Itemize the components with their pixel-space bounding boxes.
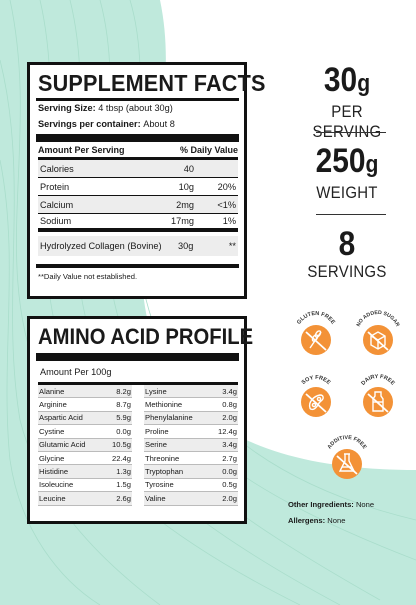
amino-acid-title: AMINO ACID PROFILE <box>38 324 254 349</box>
stat-servings: 8 SERVINGS <box>307 225 387 281</box>
amino-acid-grid <box>38 385 238 506</box>
amino-row: Lysine 3.4g <box>144 385 238 398</box>
svg-text:NO ADDED SUGAR: NO ADDED SUGAR <box>355 309 401 328</box>
serving-size: Serving Size: 4 tbsp (about 30g) <box>38 103 173 113</box>
stat-weight: 250g WEIGHT <box>315 142 379 202</box>
amino-column-left <box>38 385 132 506</box>
amino-column-right <box>144 385 238 506</box>
no-added-sugar-badge <box>350 306 406 362</box>
svg-text:DAIRY FREE: DAIRY FREE <box>360 373 396 387</box>
supplement-facts-title: SUPPLEMENT FACTS <box>38 70 266 96</box>
svg-text:SOY FREE: SOY FREE <box>300 374 332 387</box>
stat-per-serving: 30g PER SERVING <box>312 61 382 141</box>
additive-free-badge <box>319 430 375 486</box>
fact-row-protein: Protein 10g 20% <box>38 178 238 196</box>
amino-row: Leucine 2.6g <box>38 492 132 505</box>
fact-row-calcium: Calcium 2mg <1% <box>38 196 238 214</box>
amino-row: Valine 2.0g <box>144 492 238 505</box>
amino-row: Tryptophan 0.0g <box>144 465 238 478</box>
amino-acid-panel <box>27 316 254 524</box>
header-rule <box>36 134 239 142</box>
fact-row-calories: Calories 40 <box>38 160 238 178</box>
amino-row: Glycine 22.4g <box>38 452 132 465</box>
svg-text:GLUTEN FREE: GLUTEN FREE <box>296 310 336 326</box>
amino-amount-per: Amount Per 100g <box>38 361 238 385</box>
amino-row: Arginine 8.7g <box>38 398 132 411</box>
fact-row-collagen: Hydrolyzed Collagen (Bovine) 30g ** <box>38 236 238 256</box>
amino-row: Tyrosine 0.5g <box>144 479 238 492</box>
amino-row: Alanine 8.2g <box>38 385 132 398</box>
amino-row: Isoleucine 1.5g <box>38 479 132 492</box>
other-ingredients: Other Ingredients: None <box>288 500 375 509</box>
amino-row: Glutamic Acid 10.5g <box>38 439 132 452</box>
svg-text:ADDITIVE FREE: ADDITIVE FREE <box>326 434 368 451</box>
amino-row: Serine 3.4g <box>144 439 238 452</box>
allergens: Allergens: None <box>288 516 346 525</box>
amino-row: Proline 12.4g <box>144 425 238 438</box>
amino-row: Threonine 2.7g <box>144 452 238 465</box>
daily-value-footnote: **Daily Value not established. <box>36 264 239 281</box>
amino-row: Histidine 1.3g <box>38 465 132 478</box>
facts-column-header: Amount Per Serving % Daily Value <box>38 142 238 160</box>
amino-row: Phenylalanine 2.0g <box>144 412 238 425</box>
stat-divider <box>316 132 386 133</box>
amino-row: Methionine 0.8g <box>144 398 238 411</box>
servings-per-container: Servings per container: About 8 <box>38 119 175 129</box>
dairy-free-badge <box>350 368 406 424</box>
amino-title-rule <box>36 353 239 361</box>
amino-row: Aspartic Acid 5.9g <box>38 412 132 425</box>
title-rule <box>36 98 239 101</box>
soy-free-badge <box>288 368 344 424</box>
fact-row-sodium: Sodium 17mg 1% <box>38 214 238 232</box>
supplement-facts-panel <box>27 62 266 299</box>
stat-divider <box>316 214 386 215</box>
gluten-free-badge <box>288 306 344 362</box>
amino-row: Cystine 0.0g <box>38 425 132 438</box>
